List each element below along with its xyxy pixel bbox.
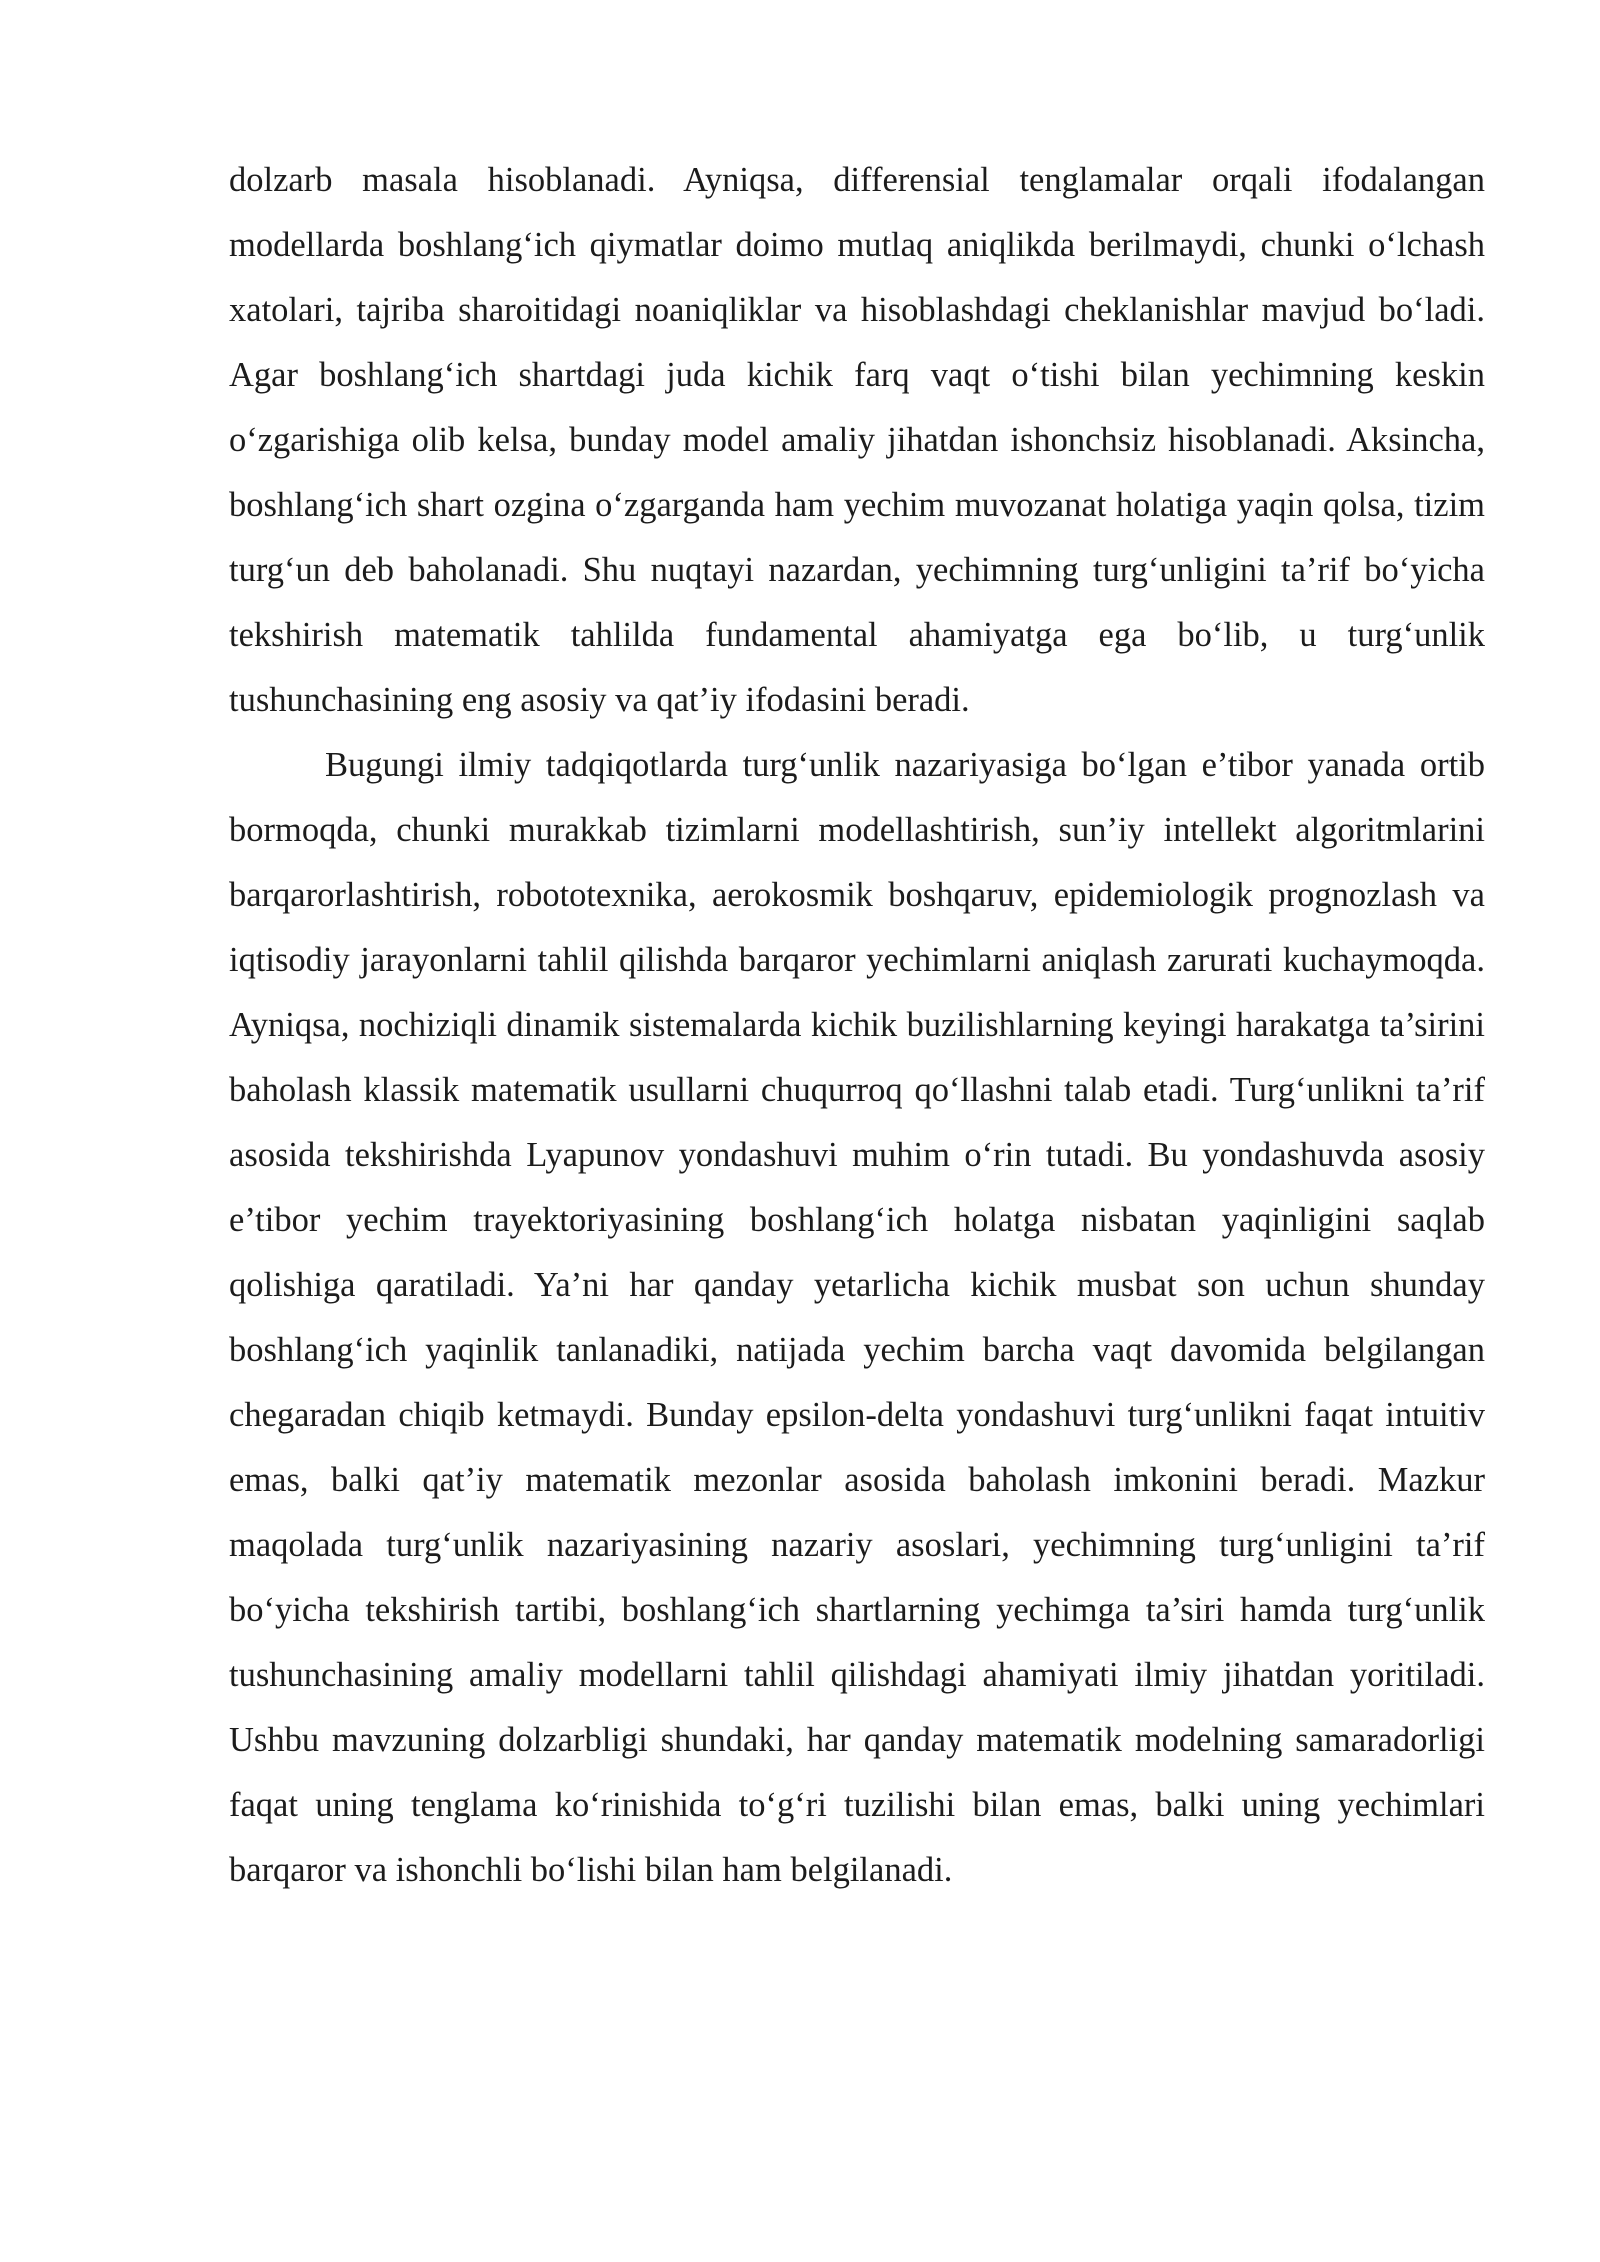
paragraph-body: Bugungi ilmiy tadqiqotlarda turg‘unlik nazariyasiga bo‘lgan e’tibor yanada ortib bormoqda, chunki murakkab tizimlarni modellashtirish, sun’iy intellekt algoritmlarini barqarorlashtirish, robototexnika, aerokosmik boshqaruv, epidemiologik prognozlash va iqtisodiy jarayonlarni tahlil qilishda barqaror yechimlarni aniqlash zarurati kuchaymoqda. Ayniqsa, nochiziqli dinamik sistemalarda kichik buzilishlarning keyingi harakatga ta’sirini baholash klassik matematik usullarni chuqurroq qo‘llashni talab etadi. Turg‘unlikni ta’rif asosida tekshirishda Lyapunov yondashuvi muhim o‘rin tutadi. Bu yondashuvda asosiy e’tibor yechim trayektoriyasining boshlang‘ich holatga nisbatan yaqinligini saqlab qolishiga qaratiladi. Ya’ni har qanday yetarlicha kichik musbat son uchun shunday boshlang‘ich yaqinlik tanlanadiki, natijada yechim barcha vaqt davomida belgilangan chegaradan chiqib ketmaydi. Bunday epsilon-delta yondashuvi turg‘unlikni faqat intuitiv emas, balki qat’iy matematik mezonlar asosida baholash imkonini beradi. Mazkur maqolada turg‘unlik nazariyasining nazariy asoslari, yechimning turg‘unligini ta’rif bo‘yicha tekshirish tartibi, boshlang‘ich shartlarning yechimga ta’siri hamda turg‘unlik tushunchasining amaliy modellarni tahlil qilishdagi ahamiyati ilmiy jihatdan yoritiladi. Ushbu mavzuning dolzarbligi shundaki, har qanday matematik modelning samaradorligi faqat uning tenglama ko‘rinishida to‘g‘ri tuzilishi bilan emas, balki uning yechimlari barqaror va ishonchli bo‘lishi bilan ham belgilanadi.: [229, 746, 1485, 1889]
paragraph-continuation: dolzarb masala hisoblanadi. Ayniqsa, differensial tenglamalar orqali ifodalangan modellarda boshlang‘ich qiymatlar doimo mutlaq aniqlikda berilmaydi, chunki o‘lchash xatolari, tajriba sharoitidagi noaniqliklar va hisoblashdagi cheklanishlar mavjud bo‘ladi. Agar boshlang‘ich shartdagi juda kichik farq vaqt o‘tishi bilan yechimning keskin o‘zgarishiga olib kelsa, bunday model amaliy jihatdan ishonchsiz hisoblanadi. Aksincha, boshlang‘ich shart ozgina o‘zgarganda ham yechim muvozanat holatiga yaqin qolsa, tizim turg‘un deb baholanadi. Shu nuqtayi nazardan, yechimning turg‘unligini ta’rif bo‘yicha tekshirish matematik tahlilda fundamental ahamiyatga ega bo‘lib, u turg‘unlik tushunchasining eng asosiy va qat’iy ifodasini beradi.: [229, 161, 1485, 719]
document-page: [229, 148, 1485, 1903]
